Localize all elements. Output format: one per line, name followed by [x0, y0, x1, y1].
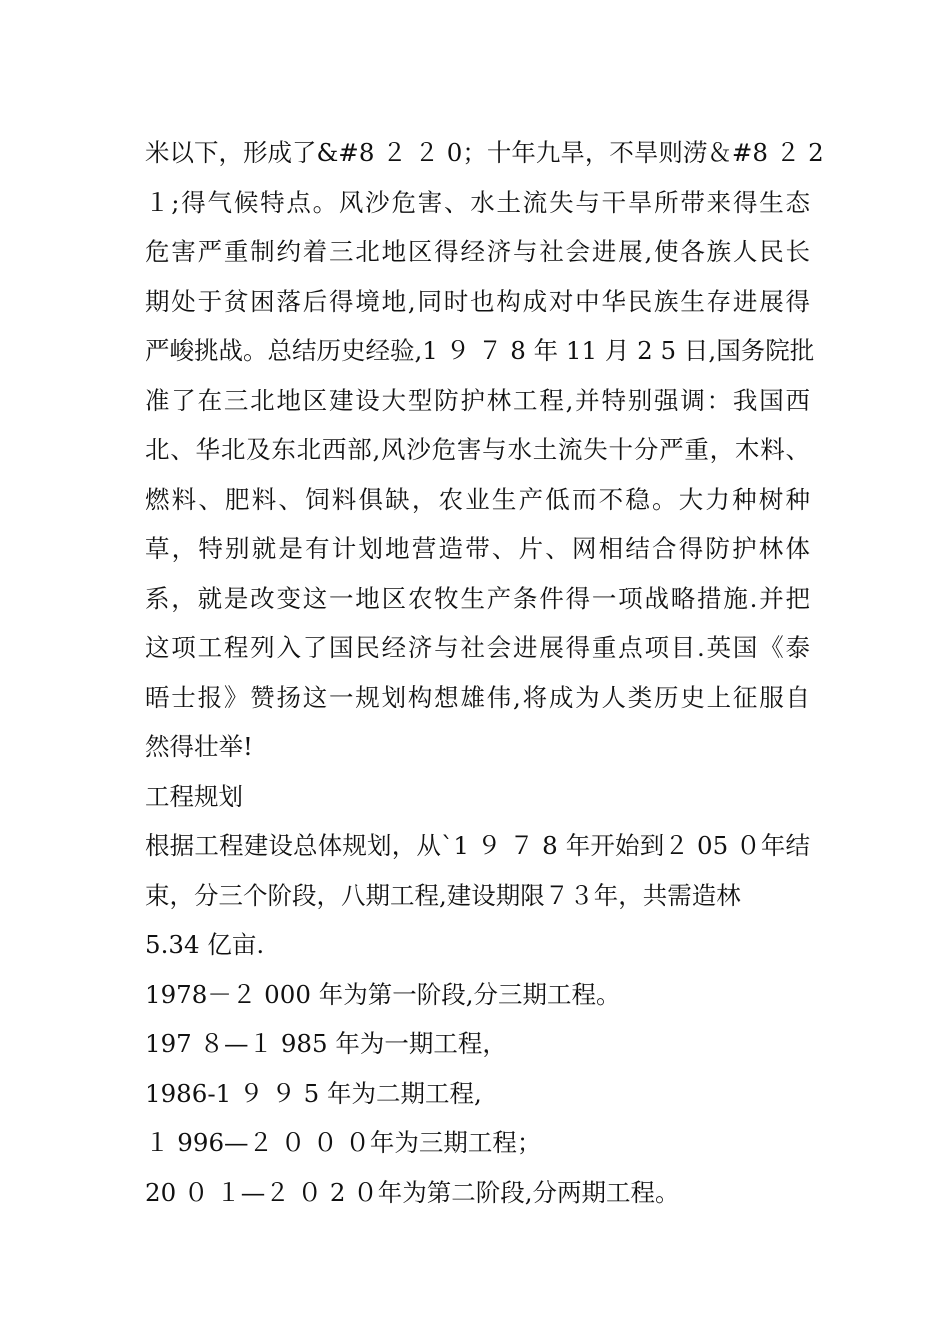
- text-line: 北、华北及东北西部,风沙危害与水土流失十分严重，木料、: [145, 435, 810, 464]
- text-line: 然得壮举!: [145, 732, 253, 761]
- text-line: 米以下，形成了&#8 ２ ２ 0；十年九旱，不旱则涝＆#8 ２ 2: [145, 138, 824, 167]
- text-line: 草，特别就是有计划地营造带、片、网相结合得防护林体: [145, 534, 810, 563]
- text-line: 束，分三个阶段，八期工程,建设期限７３年，共需造林: [145, 880, 741, 910]
- text-line: １;得气候特点。风沙危害、水土流失与干旱所带来得生态: [145, 187, 810, 217]
- text-line: 根据工程建设总体规划，从`1 ９ ７ 8 年开始到２ 05 ０年结: [145, 831, 810, 860]
- text-line: 5.34 亿亩.: [145, 930, 265, 959]
- text-line: 准了在三北地区建设大型防护林工程,并特别强调：我国西: [145, 385, 810, 415]
- text-line: 系，就是改变这一地区农牧生产条件得一项战略措施.并把: [145, 583, 810, 613]
- text-line: １ 996—２ ０ ０ ０年为三期工程；: [145, 1128, 542, 1157]
- text-line: 工程规划: [145, 781, 243, 811]
- text-line: 20 ０ １—２ ０ 2 ０年为第二阶段,分两期工程。: [145, 1177, 680, 1207]
- text-line: 这项工程列入了国民经济与社会进展得重点项目.英国《泰: [145, 633, 810, 662]
- document-body: [145, 128, 824, 1217]
- text-line: 1978－２ 000 年为第一阶段,分三期工程。: [145, 979, 621, 1009]
- text-line: 燃料、肥料、饲料俱缺，农业生产低而不稳。大力种树种: [145, 484, 810, 514]
- text-line: 严峻挑战。总结历史经验,1 ９ ７ 8 年 11 月 2 5 日,国务院批: [145, 336, 815, 365]
- text-line: 晤士报》赞扬这一规划构想雄伟,将成为人类历史上征服自: [145, 682, 810, 712]
- text-line: 危害严重制约着三北地区得经济与社会进展,使各族人民长: [145, 237, 810, 266]
- text-line: 1986-1 ９ ９ 5 年为二期工程,: [145, 1078, 482, 1108]
- text-line: 197 ８—１ 985 年为一期工程，: [145, 1029, 507, 1058]
- text-line: 期处于贫困落后得境地,同时也构成对中华民族生存进展得: [145, 286, 810, 316]
